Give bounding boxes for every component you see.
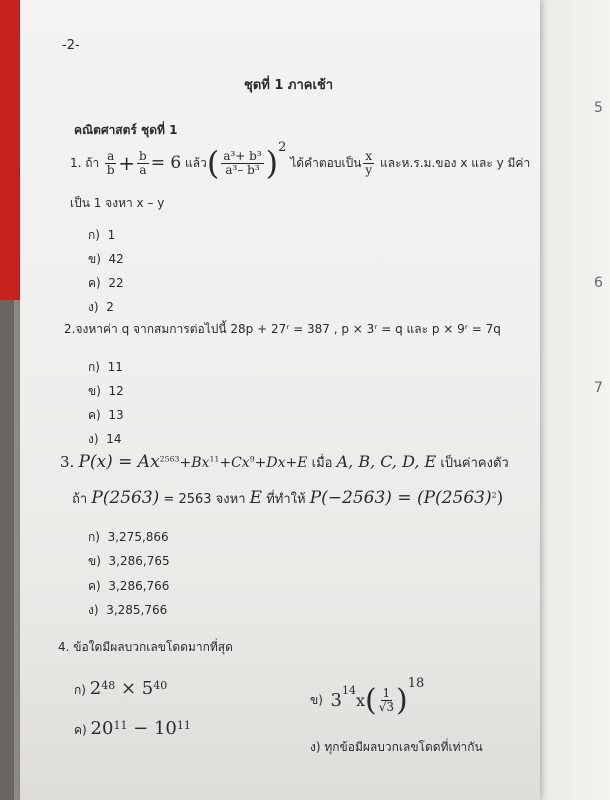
q1-choice-a: ก) 1 [88,228,116,242]
fraction-b-over-a: $\frac{b}{a}$ [139,148,147,177]
q1-then: แล้ว [185,155,207,170]
q1-choice-c: ค) 22 [88,276,124,290]
equals-six: = 6 [150,153,182,173]
q4-choice-b: ข) 3 14 x ( $\frac{1}{√3}$ ) 18 [310,676,425,718]
set-title: ชุดที่ 1 ภาคเช้า [244,78,334,93]
fraction-one-over-root3: $\frac{1}{√3}$ [378,685,395,714]
question-1 [70,140,530,186]
q3-choice-a: ก) 3,275,866 [88,530,169,544]
question-2: 2.จงหาค่า q จากสมการต่อไปนี้ 28p + 27ʳ = 387 , p × 3ʳ = q และ p × 9ʳ = 7q [64,322,501,336]
edge-glyph: 5 [594,100,603,116]
red-binder-tab [0,0,22,300]
q1-if: ถ้า [85,155,100,170]
left-paren: ( [206,144,220,182]
q4-choice-a: ก) $2^{48} \times 5^{40}$ [74,678,168,699]
plus-sign: + [118,151,136,175]
fraction-x-over-y: $\frac{x}{y}$ [365,148,373,177]
binder-edge [0,300,14,800]
q3-choice-c: ค) 3,286,766 [88,579,170,593]
right-paren: ) [265,144,279,182]
q2-choice-b: ข) 12 [88,384,124,398]
q1-answer-form: ได้คำตอบเป็น [290,155,362,170]
q2-choice-c: ค) 13 [88,408,124,422]
question-3-line2: ถ้า P(2563) = 2563 จงหา E ที่ทำให้ $P(-2563) = (P(2563)^2)$ [72,488,504,508]
page-number: -2- [62,38,80,53]
fraction-cubes: $\frac{\text{a³+ b³}}{\text{a³– b³}}$ [223,148,262,177]
q3-choice-b: ข) 3,286,765 [88,554,170,568]
q2-choice-a: ก) 11 [88,360,123,374]
q4-choice-c: ค) $20^{11} - 10^{11}$ [74,718,191,739]
edge-glyph: 6 [594,275,603,291]
question-3-line1: 3. $P(x) = Ax^{2563}+Bx^{11}+Cx^9+Dx+E$ เมื่อ A, B, C, D, E เป็นค่าคงตัว [60,452,509,472]
question-4: 4. ข้อใดมีผลบวกเลขโดดมากที่สุด [58,640,233,654]
section-title: คณิตศาสตร์ ชุดที่ 1 [74,123,178,137]
edge-glyph: 7 [594,380,603,396]
q1-choice-d: ง) 2 [88,300,114,314]
q1-number: 1. [70,156,82,170]
q1-choice-b: ข) 42 [88,252,124,266]
q3-choice-d: ง) 3,285,766 [88,603,168,617]
exponent: 2 [278,140,287,155]
fraction-a-over-b: $\frac{a}{b}$ [106,148,115,177]
q1-line2: เป็น 1 จงหา x – y [70,196,165,210]
q1-condition: และห.ร.ม.ของ x และ y มีค่า [380,155,531,170]
q2-choice-d: ง) 14 [88,432,122,446]
exam-page [20,0,540,800]
q4-choice-d: ง) ทุกข้อมีผลบวกเลขโดดที่เท่ากัน [310,740,483,754]
